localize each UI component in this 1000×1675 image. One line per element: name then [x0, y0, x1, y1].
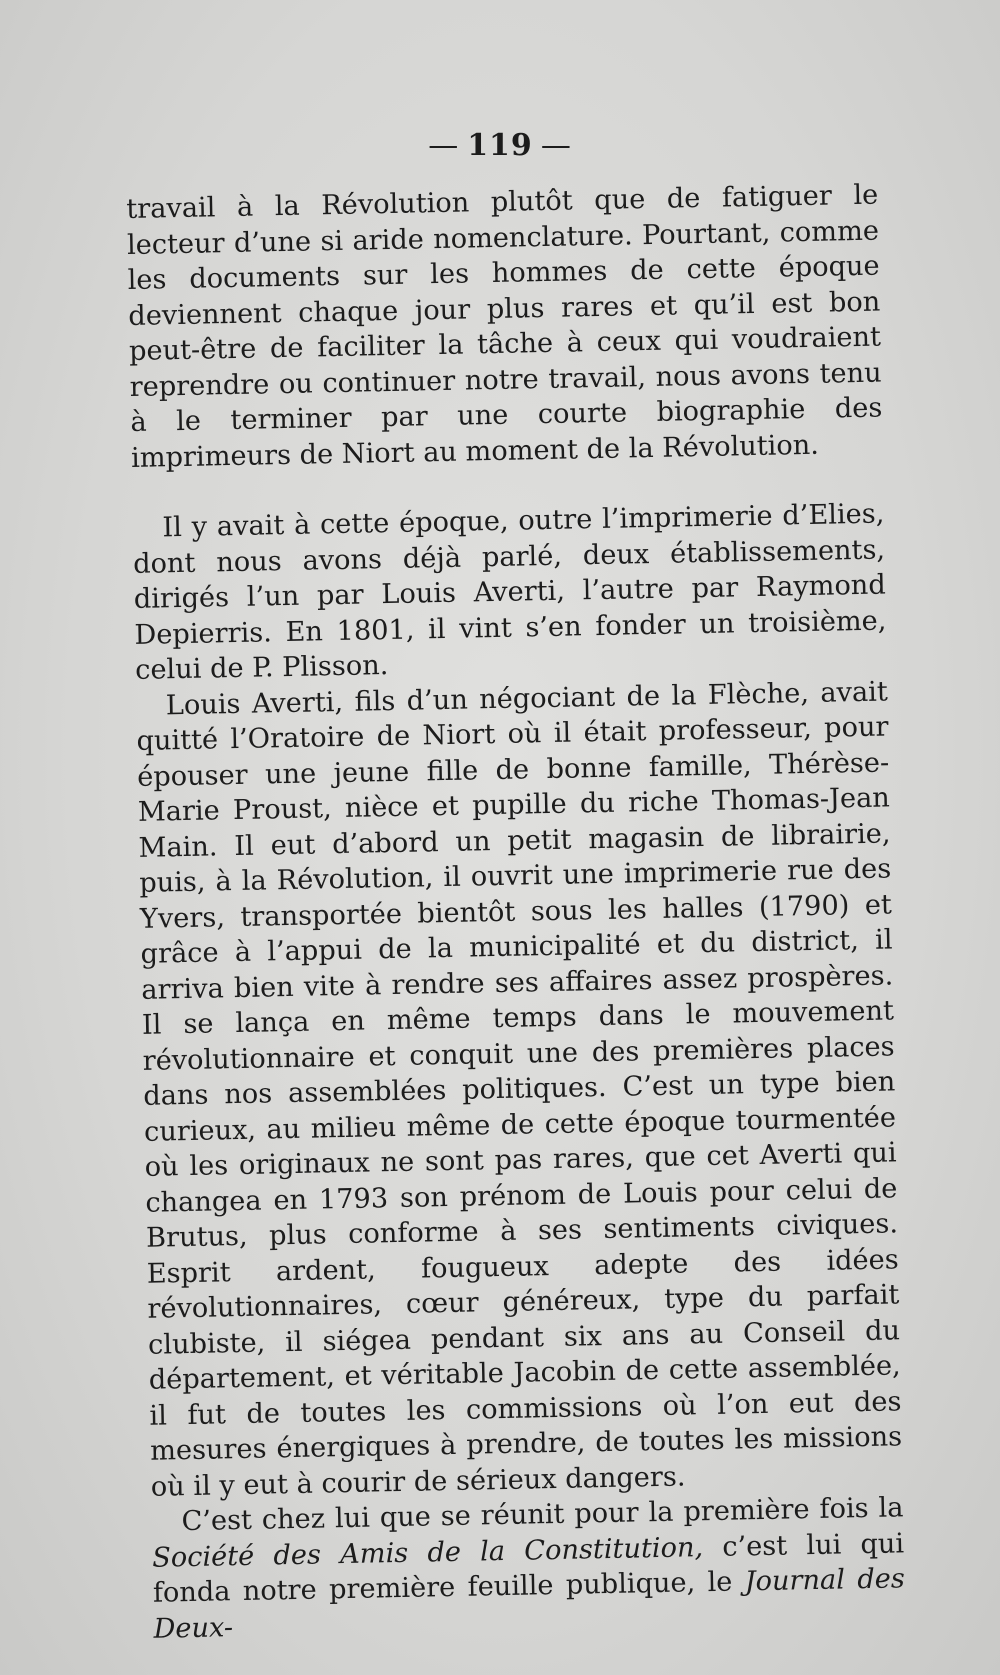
paragraph-3: Louis Averti, fils d’un négociant de la Flèche, avait quitté l’Oratoire de Niort où il était professeur, pour épouser une jeune fille de bonne famille, Thérèse-Marie Proust, nièce et pupille du riche Thomas-Jean Main. Il eut d’abord un petit magasin de librairie, puis, à la Révolution, il ouvrit une imprimerie rue des Yvers, transportée bientôt sous les halles (1790) et grâce à l’appui de la municipalité et du district, il arriva bien vite à rendre ses affaires assez prospères. Il se lança en même temps dans le mouvement révolutionnaire et conquit une des premières places dans nos assemblées politiques. C’est un type bien curieux, au milieu même de cette époque tourmentée où les originaux ne sont pas rares, que cet Averti qui changea en 1793 son prénom de Louis pour celui de Brutus, plus conforme à ses sentiments civiques. Esprit ardent, fougueux adepte des idées révolutionnaires, cœur généreux, type du parfait clubiste, il siégea pendant six ans au Conseil du département, et véritable Jacobin de cette assemblée, il fut de toutes les commissions où l’on eut des mesures énergiques à prendre, de toutes les missions où il y eut à courir de sérieux dangers.: [136, 675, 903, 1503]
society-name: Société des Amis de la Constitution,: [151, 1531, 704, 1574]
page-number-dash-left: —: [428, 128, 460, 163]
paragraph-4: [151, 1490, 906, 1646]
page-number-value: 119: [467, 128, 533, 163]
page-number-dash-right: —: [540, 128, 572, 163]
journal-title: Journal des Deux-: [153, 1563, 906, 1645]
paragraph-4-lead: C’est chez lui que se réunit pour la première fois la: [181, 1492, 904, 1538]
page-number: [0, 128, 1000, 163]
paragraph-1: travail à la Révolution plutôt que de fatiguer le lecteur d’une si aride nomenclature. Pourtant, comme les documents sur les hommes de cette époque deviennent chaque jour plus rares et qu’il est bon peut-être de faciliter la tâche à ceux qui voudraient reprendre ou continuer notre travail, nous avons tenu à le terminer par une courte biographie des imprimeurs de Niort au moment de la Révolution.: [126, 179, 883, 474]
paragraph-4-middle: c’est lui qui fonda notre première feuille publique, le: [152, 1527, 905, 1609]
page-body: [126, 178, 906, 1647]
paragraph-2: Il y avait à cette époque, outre l’imprimerie d’Elies, dont nous avons déjà parlé, deux établissements, dirigés l’un par Louis Averti, l’autre par Raymond Depierris. En 1801, il vint s’en fonder un troisième, celui de P. Plisson.: [132, 498, 887, 686]
